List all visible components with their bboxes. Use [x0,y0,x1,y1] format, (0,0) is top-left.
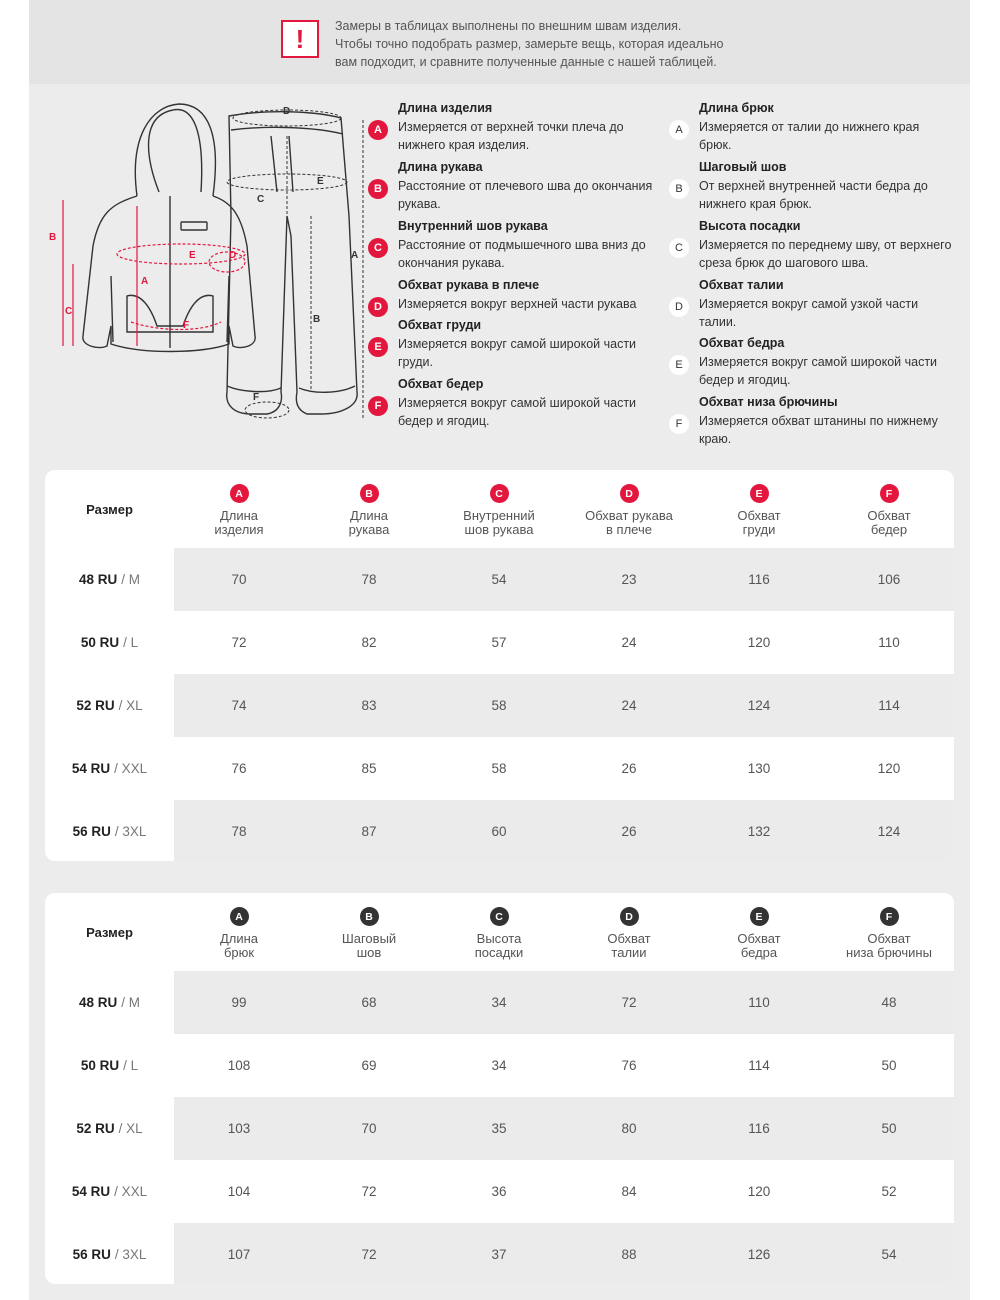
column-header [304,893,434,971]
legend-item [675,100,969,154]
legend-description: Измеряется от талии до нижнего края [699,120,920,134]
value-cell: 88 [621,1247,637,1262]
column-label-line: рукава [348,522,390,537]
column-badge: A [230,907,249,926]
legend-badge: F [368,396,388,416]
legend-badge: C [368,238,388,258]
column-label [434,509,564,537]
legend-title: Внутренний шов рукава [398,219,548,233]
size-cell [45,800,174,861]
size-intl: / XXL [114,761,148,776]
legend-item [374,218,668,272]
column-label [174,932,304,960]
pants-label: F [253,392,260,403]
legend-title: Обхват низа брючины [699,395,838,409]
column-label-line: Обхват [867,931,911,946]
value-cell: 108 [227,1058,251,1073]
legend-badge: B [669,179,689,199]
value-cell: 50 [881,1121,897,1136]
value-cell: 34 [491,995,507,1010]
legend-item [675,159,969,213]
jacket-label: E [189,250,196,261]
legend-description: груди. [398,355,433,369]
legend-description: окончания рукава. [398,256,505,270]
column-header [434,893,564,971]
legend-title: Обхват бедер [398,377,484,391]
legend-item [675,335,969,389]
measurement-diagram [29,84,970,470]
size-intl: / 3XL [114,824,147,839]
notice-line: Замеры в таблицах выполнены по внешним швам изделия. [335,19,682,33]
value-cell: 110 [748,995,770,1010]
size-ru: 56 RU [72,1247,111,1262]
value-cell: 48 [881,995,897,1010]
column-label-line: Высота [476,931,522,946]
value-cell: 114 [748,1058,770,1073]
size-cell [45,674,174,737]
value-cell: 72 [231,635,247,650]
legend-description: нижнего края брюк. [699,197,812,211]
size-cell [45,1223,174,1284]
column-label-line: груди [742,522,776,537]
legend-title: Обхват груди [398,318,482,332]
column-label-line: низа брючины [846,945,932,960]
column-header [564,470,694,548]
column-label-line: Длина [219,508,259,523]
column-label-line: бедра [740,945,778,960]
notice-banner [29,0,970,84]
notice-line: Чтобы точно подобрать размер, замерьте вещь, которая идеально [335,37,724,51]
value-cell: 72 [361,1184,377,1199]
row-values [174,1034,954,1097]
size-column-header: Размер [86,501,133,517]
legend-title: Обхват рукава в плече [398,278,540,292]
column-header [824,470,954,548]
legend-title: Длина брюк [699,101,774,115]
table-row [45,800,954,861]
value-cell: 70 [361,1121,377,1136]
size-ru: 54 RU [71,1184,111,1199]
pants-label: A [351,250,359,261]
jacket-label: C [65,306,73,317]
size-ru: 50 RU [80,635,120,650]
legend-description: нижнего края изделия. [398,138,530,152]
legend-description: Измеряется вокруг самой узкой части [699,297,919,311]
value-cell: 120 [747,635,771,650]
size-ru: 52 RU [76,1121,115,1136]
column-badge: F [880,907,899,926]
column-badge: B [360,907,379,926]
column-badge: F [880,484,899,503]
column-label [694,932,824,960]
column-badge: C [490,907,509,926]
size-column-header: Размер [86,924,133,940]
column-label [304,932,434,960]
column-header [174,893,304,971]
legend-item [675,218,969,272]
legend-description: Расстояние от подмышечного шва вниз до [398,238,646,252]
value-cell: 57 [491,635,507,650]
value-cell: 60 [491,824,507,839]
column-label-line: шов рукава [464,522,534,537]
value-cell: 72 [621,995,637,1010]
size-intl: / M [121,995,140,1010]
row-values [174,1160,954,1223]
column-label-line: Внутренний [463,508,535,523]
value-cell: 69 [361,1058,377,1073]
legend-title: Высота посадки [699,219,801,233]
column-label-line: Обхват [737,508,781,523]
size-ru: 50 RU [80,1058,120,1073]
value-cell: 72 [361,1247,377,1262]
value-cell: 35 [491,1121,507,1136]
column-label-line: Обхват [607,931,651,946]
column-badge: B [360,484,379,503]
value-cell: 83 [361,698,377,713]
table-row [45,548,954,611]
row-values [174,1223,954,1284]
value-cell: 24 [621,635,637,650]
column-badge: D [620,484,639,503]
size-cell [45,737,174,800]
value-cell: 85 [361,761,377,776]
column-label-line: в плече [606,522,652,537]
column-label [564,509,694,537]
value-cell: 120 [877,761,901,776]
legend-badge: B [368,179,388,199]
value-cell: 58 [491,698,507,713]
column-label-line: талии [611,945,647,960]
column-label [824,932,954,960]
legend-item [374,317,668,371]
column-label-line: Длина [219,931,259,946]
jacket-label: A [141,276,149,287]
legend-description: Измеряется по переднему шву, от верхнего [699,238,952,252]
column-label [304,509,434,537]
value-cell: 76 [231,761,247,776]
legend-description: рукава. [398,197,441,211]
legend-description: талии. [699,315,737,329]
legend-title: Обхват бедра [699,336,785,350]
value-cell: 124 [747,698,771,713]
legend-badge: E [368,337,388,357]
legend-badge: D [368,297,388,317]
size-guide-page [29,0,970,1300]
legend-description: бедер и ягодиц. [398,414,490,428]
legend-description: среза брюк до шагового шва. [699,256,869,270]
column-label-line: шов [356,945,382,960]
row-values [174,800,954,861]
legend-title: Шаговый шов [699,160,787,174]
table-row [45,674,954,737]
column-label-line: посадки [474,945,524,960]
size-intl: / 3XL [114,1247,147,1262]
size-intl: / L [123,1058,139,1073]
value-cell: 84 [621,1184,637,1199]
row-values [174,737,954,800]
column-label-line: изделия [214,522,264,537]
table-row [45,1223,954,1284]
legend-badge: E [669,355,689,375]
size-intl: / XL [118,698,143,713]
legend-item [374,376,668,430]
legend-description: Измеряется вокруг самой широкой части [398,396,637,410]
size-ru: 54 RU [71,761,111,776]
value-cell: 68 [361,995,377,1010]
size-ru: 52 RU [76,698,115,713]
value-cell: 103 [227,1121,251,1136]
legend-item [374,277,668,313]
legend-badge: D [669,297,689,317]
row-values [174,548,954,611]
column-badge: C [490,484,509,503]
column-badge: A [230,484,249,503]
legend-description: Расстояние от плечевого шва до окончания [398,179,653,193]
value-cell: 87 [361,824,377,839]
legend-badge: A [669,120,689,140]
jacket-label: D [229,250,237,261]
column-header [564,893,694,971]
value-cell: 24 [621,698,637,713]
size-ru: 48 RU [78,995,118,1010]
value-cell: 36 [491,1184,507,1199]
value-cell: 76 [621,1058,637,1073]
table-header [45,893,954,971]
column-header [694,470,824,548]
column-label-line: Обхват рукава [585,508,673,523]
size-intl: / L [123,635,139,650]
column-label [434,932,564,960]
column-header [824,893,954,971]
size-cell [45,1034,174,1097]
column-label-line: брюк [223,945,255,960]
size-ru: 48 RU [78,572,118,587]
legend-description: Измеряется от верхней точки плеча до [398,120,624,134]
legend-badge: A [368,120,388,140]
column-badge: E [750,907,769,926]
legend-description: От верхней внутренней части бедра до [699,179,928,193]
row-values [174,1097,954,1160]
value-cell: 37 [491,1247,507,1262]
size-cell [45,548,174,611]
column-header [434,470,564,548]
legend-badge: C [669,238,689,258]
size-intl: / XXL [114,1184,148,1199]
column-label-line: Длина [349,508,389,523]
table-row [45,1160,954,1223]
pants-size-table [45,893,954,1284]
legend-item [675,394,969,448]
column-label-line: Шаговый [341,931,397,946]
value-cell: 116 [748,1121,770,1136]
column-label [564,932,694,960]
column-header [304,470,434,548]
value-cell: 130 [747,761,771,776]
table-row [45,1034,954,1097]
value-cell: 70 [231,572,247,587]
value-cell: 34 [491,1058,507,1073]
value-cell: 104 [227,1184,251,1199]
value-cell: 74 [231,698,247,713]
value-cell: 54 [491,572,507,587]
exclamation-icon: ! [281,20,319,58]
legend-description: бедер и ягодиц. [699,373,791,387]
legend-description: брюк. [699,138,732,152]
value-cell: 50 [881,1058,897,1073]
value-cell: 78 [361,572,377,587]
jacket-label: B [49,232,57,243]
value-cell: 116 [748,572,770,587]
size-ru: 56 RU [72,824,111,839]
table-row [45,611,954,674]
size-intl: / XL [118,1121,143,1136]
value-cell: 80 [621,1121,637,1136]
size-cell [45,1097,174,1160]
jacket-label: F [183,320,190,331]
notice-text [335,17,723,71]
table-row [45,1097,954,1160]
column-label-line: Обхват [867,508,911,523]
pants-label: E [317,176,324,187]
value-cell: 23 [621,572,637,587]
table-header [45,470,954,548]
value-cell: 99 [231,995,247,1010]
legend-title: Длина изделия [398,101,493,115]
value-cell: 52 [881,1184,897,1199]
value-cell: 107 [227,1247,251,1262]
legend-description: Измеряется вокруг верхней части рукава [398,297,637,311]
legend-description: Измеряется вокруг самой широкой части [398,337,637,351]
value-cell: 110 [878,635,900,650]
column-label [174,509,304,537]
value-cell: 78 [231,824,247,839]
legend-badge: F [669,414,689,434]
size-cell [45,611,174,674]
pants-label: C [257,194,265,205]
value-cell: 82 [361,635,377,650]
value-cell: 126 [747,1247,771,1262]
value-cell: 114 [878,698,900,713]
column-label [694,509,824,537]
pants-label: D [283,106,291,117]
value-cell: 58 [491,761,507,776]
garment-illustration [41,96,371,446]
row-values [174,611,954,674]
value-cell: 26 [621,761,637,776]
size-cell [45,971,174,1034]
value-cell: 54 [881,1247,897,1262]
value-cell: 106 [877,572,901,587]
notice-line: вам подходит, и сравните полученные данные с нашей таблицей. [335,55,717,69]
table-row [45,737,954,800]
value-cell: 26 [621,824,637,839]
table-row [45,971,954,1034]
value-cell: 120 [747,1184,771,1199]
legend-title: Обхват талии [699,278,784,292]
row-values [174,971,954,1034]
column-badge: D [620,907,639,926]
column-label-line: Обхват [737,931,781,946]
legend-description: Измеряется вокруг самой широкой части [699,355,938,369]
row-values [174,674,954,737]
column-badge: E [750,484,769,503]
pants-label: B [313,314,321,325]
column-header [694,893,824,971]
column-label [824,509,954,537]
size-cell [45,1160,174,1223]
column-label-line: бедер [870,522,908,537]
legend-title: Длина рукава [398,160,483,174]
size-intl: / M [121,572,140,587]
value-cell: 132 [747,824,771,839]
legend-item [675,277,969,331]
legend-item [374,159,668,213]
legend-item [374,100,668,154]
legend-description: краю. [699,432,732,446]
jacket-size-table [45,470,954,861]
legend-description: Измеряется обхват штанины по нижнему [699,414,938,428]
value-cell: 124 [877,824,901,839]
column-header [174,470,304,548]
